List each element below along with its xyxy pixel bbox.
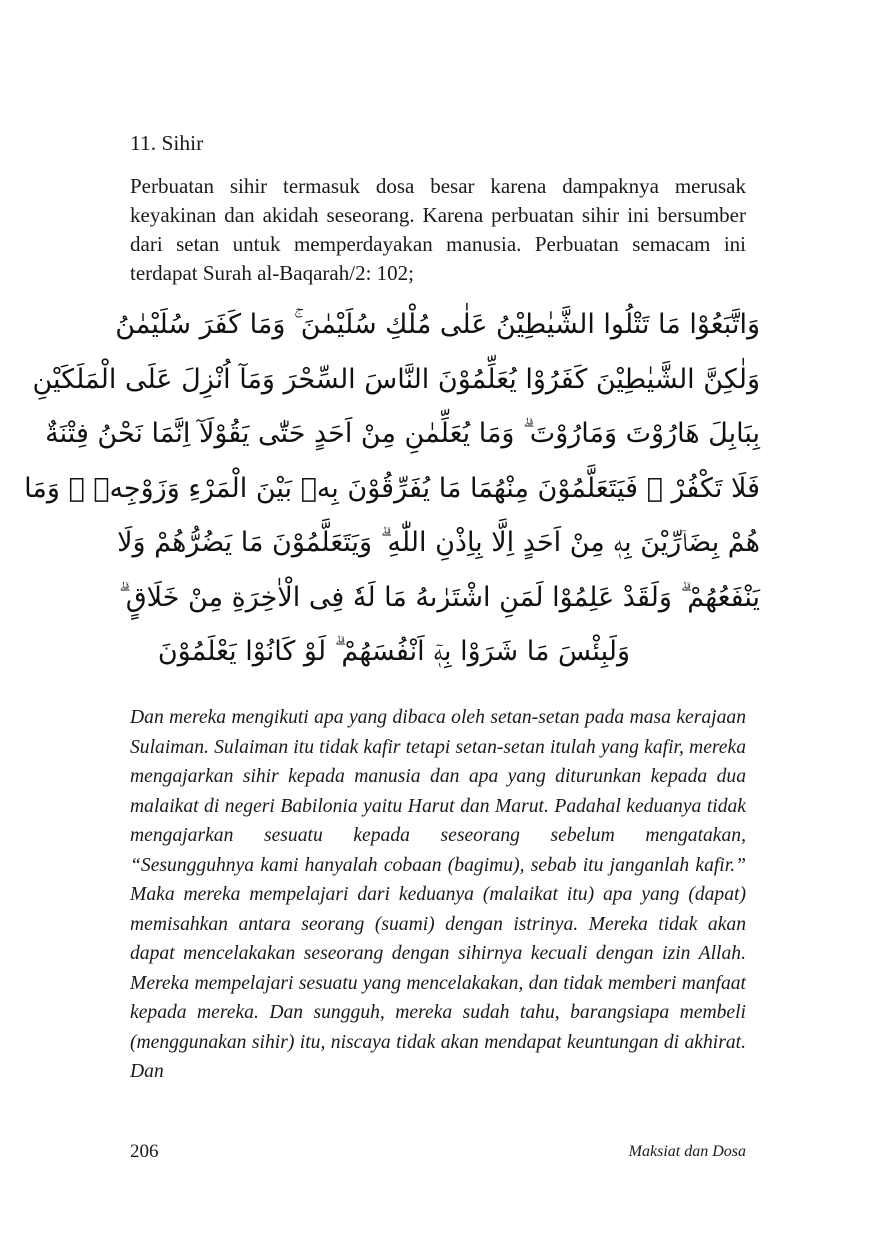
page-number: 206 (130, 1141, 159, 1162)
quran-verse (24, 298, 760, 680)
verse-line-2: وَلٰكِنَّ الشَّيٰطِيْنَ كَفَرُوْا يُعَلِّمُوْنَ النَّاسَ السِّحْرَ وَمَآ اُنْزِلَ عَلَى الْمَلَكَيْنِ (32, 363, 760, 395)
verse-line-4: فَلَا تَكْفُرْ ۗ فَيَتَعَلَّمُوْنَ مِنْهُمَا مَا يُفَرِّقُوْنَ بِهٖ بَيْنَ الْمَرْءِ وَزَوْجِهٖ ۗ وَمَا (24, 472, 760, 504)
verse-line-5: هُمْ بِضَاۤرِّيْنَ بِهٖ مِنْ اَحَدٍ اِلَّا بِاِذْنِ اللّٰهِ ۗ وَيَتَعَلَّمُوْنَ مَا يَضُرُّهُمْ وَلَا (117, 527, 760, 558)
verse-translation: Dan mereka mengikuti apa yang dibaca oleh setan-setan pada masa kerajaan Sulaiman. Sulaiman itu tidak kafir tetapi setan-setan itulah yang kafir, mereka mengajarkan sihir kepada manusia dan apa yang diturunkan kepada dua malaikat di negeri Babilonia yaitu Harut dan Marut. Padahal keduanya tidak mengajarkan sesuatu kepada seseorang sebelum mengatakan, “Sesungguhnya kami hanyalah cobaan (bagimu), sebab itu janganlah kafir.” Maka mereka mempelajari dari keduanya (malaikat itu) apa yang (dapat) memisahkan antara seorang (suami) dengan istrinya. Mereka tidak akan dapat mencelakakan seseorang dengan sihirnya kecuali dengan izin Allah. Mereka mempelajari sesuatu yang mencelakakan, dan tidak memberi manfaat kepada mereka. Dan sungguh, mereka sudah tahu, barangsiapa membeli (menggunakan sihir) itu, niscaya tidak akan mendapat keuntungan di akhirat. Dan (130, 707, 746, 1082)
verse-line-1: وَاتَّبَعُوْا مَا تَتْلُوا الشَّيٰطِيْنُ عَلٰى مُلْكِ سُلَيْمٰنَ ۚ وَمَا كَفَرَ سُلَيْمٰنُ (115, 309, 760, 340)
verse-line-6: يَنْفَعُهُمْ ۗ وَلَقَدْ عَلِمُوْا لَمَنِ اشْتَرٰىهُ مَا لَهٗ فِى الْاٰخِرَةِ مِنْ خَلَاقٍ ۗ (118, 581, 760, 613)
verse-line-7: وَلَبِئْسَ مَا شَرَوْا بِهٖٓ اَنْفُسَهُمْ ۗ لَوْ كَانُوْا يَعْلَمُوْنَ (157, 636, 630, 667)
section-heading: 11. Sihir (130, 131, 204, 155)
intro-paragraph: Perbuatan sihir termasuk dosa besar karena dampaknya merusak keyakinan dan akidah seseorang. Karena perbuatan sihir ini bersumber dari setan untuk memperdayakan manusia. Perbuatan semacam ini terdapat Surah al-Baqarah/2: 102; (130, 174, 746, 285)
running-footer-title: Maksiat dan Dosa (628, 1143, 746, 1160)
verse-line-3: بِبَابِلَ هَارُوْتَ وَمَارُوْتَ ۗ وَمَا يُعَلِّمٰنِ مِنْ اَحَدٍ حَتّٰى يَقُوْلَآ اِنَّمَا نَحْنُ فِتْنَةٌ (45, 418, 760, 449)
